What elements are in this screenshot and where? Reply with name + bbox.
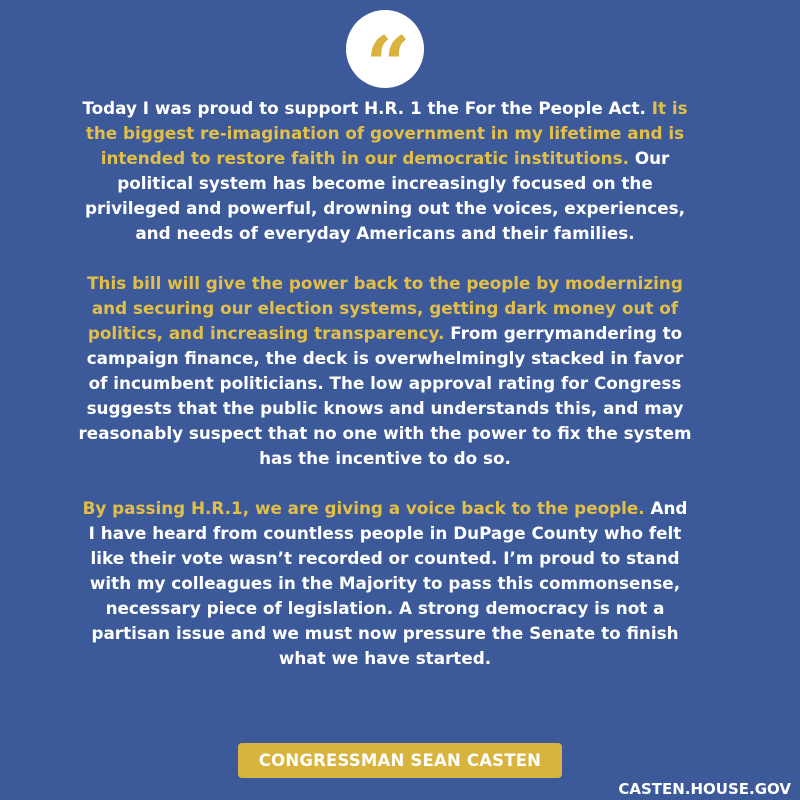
statement-paragraph-1 xyxy=(78,96,692,246)
quote-badge xyxy=(346,10,424,111)
paragraph-3-highlight: By passing H.R.1, we are giving a voice back to the people. xyxy=(82,498,645,518)
paragraph-2-highlight: This bill will give the power back to the people by modernizing and securing our election systems, getting dark money out of politics, and increasing transparency. xyxy=(87,273,683,343)
paragraph-1-text-b: Our political system has become increasingly focused on the privileged and powerful, drowning out the voices, experiences, and needs of everyday Americans and their families. xyxy=(85,148,685,243)
signature-badge: CONGRESSMAN SEAN CASTEN xyxy=(238,743,562,778)
statement-paragraph-3 xyxy=(78,496,692,671)
paragraph-3-text: And I have heard from countless people in DuPage County who felt like their vote wasn’t recorded or counted. I’m proud to stand with my colleagues in the Majority to pass this commonsense, necessary piece of legislation. A strong democracy is not a partisan issue and we must now pressure the Senate to finish what we have started. xyxy=(88,498,688,668)
statement-text xyxy=(78,96,692,696)
paragraph-1-highlight: It is the biggest re-imagination of government in my lifetime and is intended to restore faith in our democratic institutions. xyxy=(85,98,688,168)
paragraph-2-text: From gerrymandering to campaign finance, the deck is overwhelmingly stacked in favor of incumbent politicians. The low approval rating for Congress suggests that the public knows and understands this, and may reasonably suspect that no one with the power to fix the system has the incentive to do so. xyxy=(78,323,692,468)
statement-paragraph-2 xyxy=(78,271,692,471)
quotation-marks-icon: “ xyxy=(365,20,405,111)
website-url: CASTEN.HOUSE.GOV xyxy=(618,780,791,798)
paragraph-1-text-a: Today I was proud to support H.R. 1 the For the People Act. xyxy=(82,98,646,118)
